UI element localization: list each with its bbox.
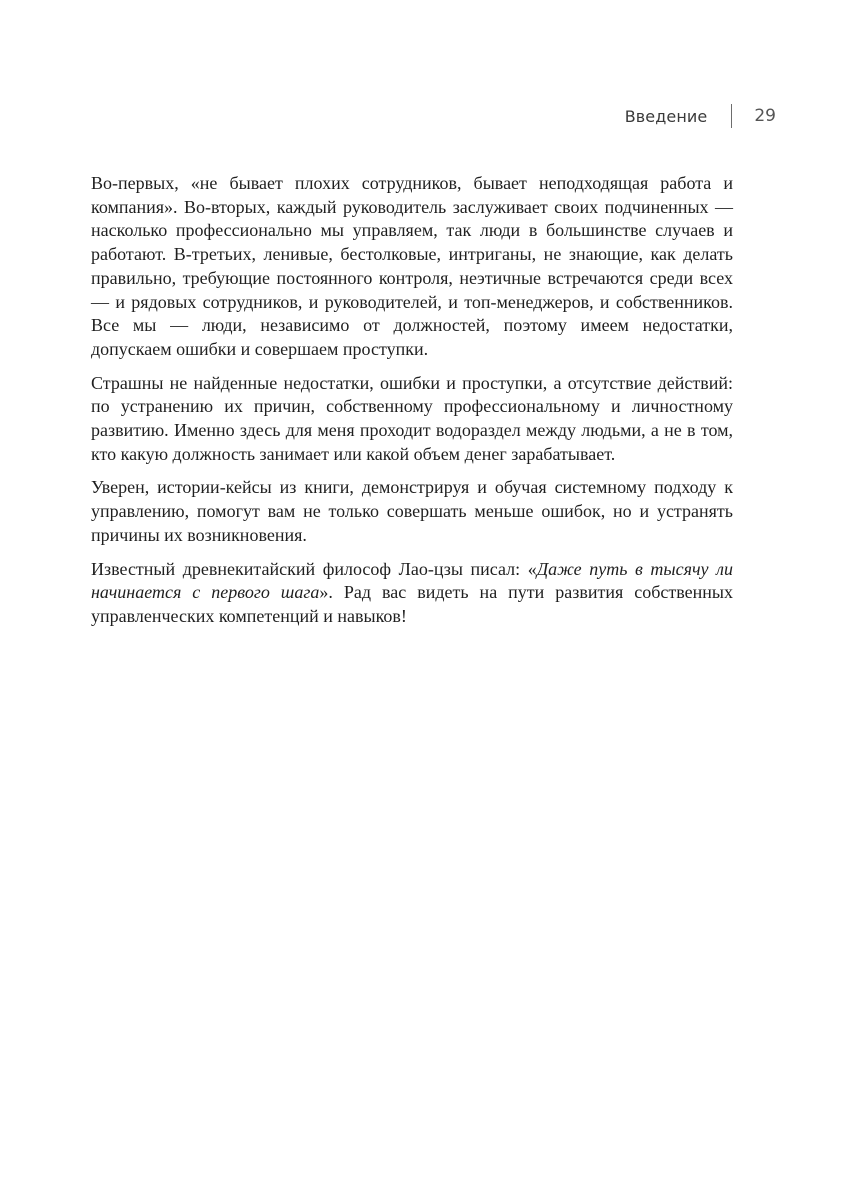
section-title: Введение: [624, 106, 708, 126]
quote-outro: ». Рад вас видеть на пути развития собственных управленческих компетенций и навыков!: [91, 582, 733, 626]
lao-tzu-quote: Даже путь в тысячу ли начинается с первого шага: [91, 558, 733, 603]
paragraph-2: Страшны не найденные недостатки, ошибки и проступки, а отсутствие действий: по устранению их причин, собственному профессиональному и личностному развитию. Именно здесь для меня проходит водораздел между людьми, а не в том, кто какую должность занимает или какой объем денег зарабатывает.: [91, 372, 733, 464]
page-number: 29: [754, 106, 776, 126]
paragraph-3: Уверен, истории-кейсы из книги, демонстрируя и обучая системному подходу к управлению, помогут вам не только совершать меньше ошибок, но и устранять причины их возникновения.: [91, 477, 733, 545]
body-text: [91, 172, 733, 639]
quote-intro: Известный древнекитайский философ Лао-цзы писал: «: [91, 558, 537, 579]
paragraph-1: Во-первых, «не бывает плохих сотрудников, бывает неподходящая работа и компания». Во-вторых, каждый руководитель заслуживает своих подчиненных — насколько профессионально мы управляем, так люди в большинстве случаев и работают. В-третьих, ленивые, бестолковые, интриганы, не знающие, как делать правильно, требующие постоянного контроля, неэтичные встречаются среди всех — и рядовых сотрудников, и руководителей, и топ-менеджеров, и собственников. Все мы — люди, независимо от должностей, поэтому имеем недостатки, допускаем ошибки и совершаем проступки.: [91, 173, 733, 359]
header-divider: [731, 104, 732, 128]
running-header: [625, 104, 776, 128]
paragraph-4: [91, 558, 733, 629]
